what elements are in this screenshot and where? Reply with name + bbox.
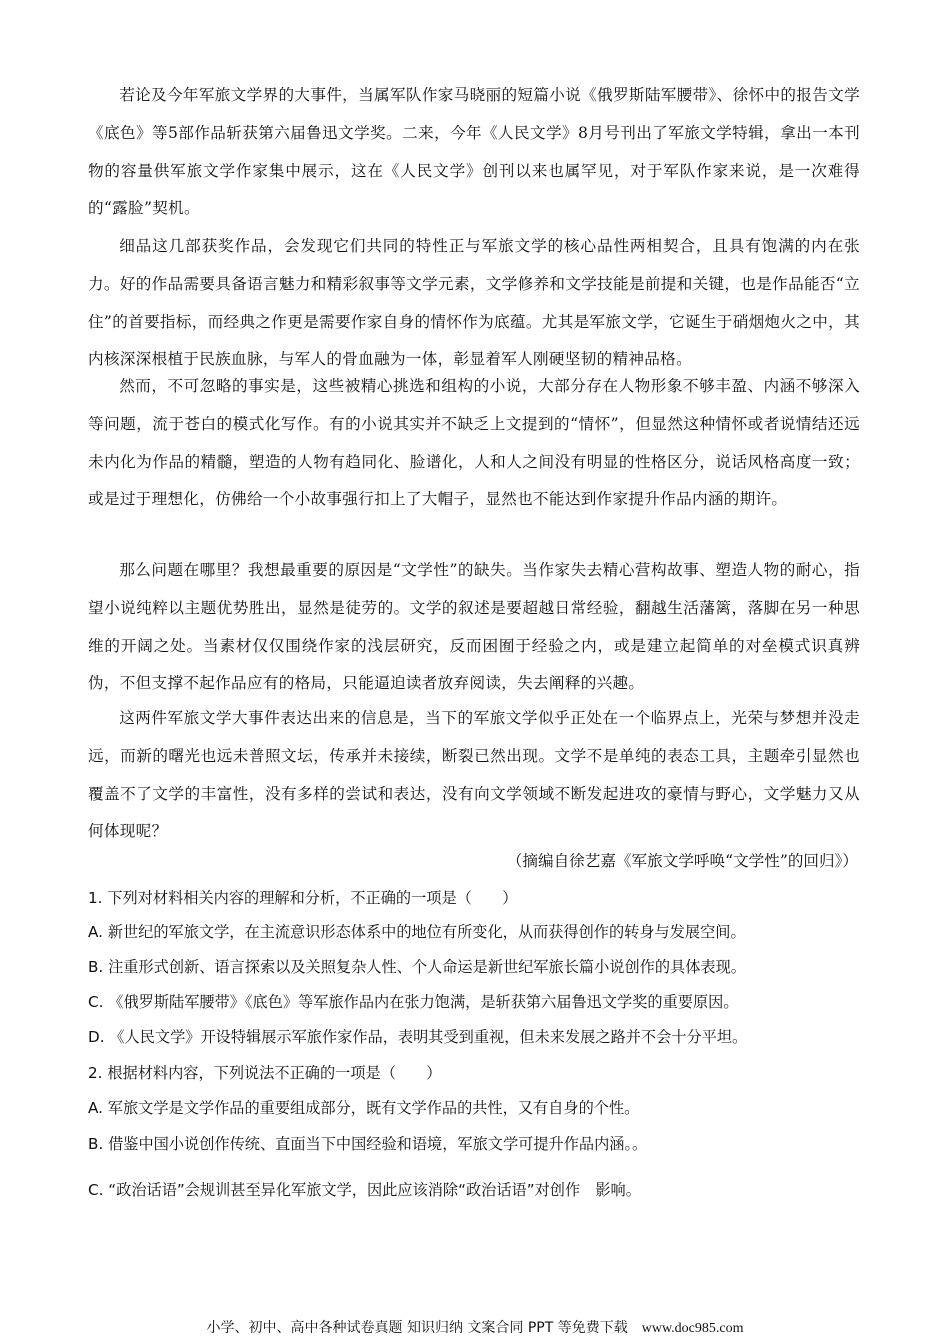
question-1-option-d: D. 《人民文学》开设特辑展示军旅作家作品，表明其受到重视，但未来发展之路并不会十分平坦。 [88, 1028, 748, 1046]
question-2-option-b: B. 借鉴中国小说创作传统、直面当下中国经验和语境，军旅文学可提升作品内涵。。 [88, 1135, 648, 1153]
question-1-option-c: C. 《俄罗斯陆军腰带》《底色》等军旅作品内在张力饱满，是斩获第六届鲁迅文学奖的重要原因。 [88, 993, 739, 1011]
question-2-stem: 2. 根据材料内容，下列说法不正确的一项是（ ） [88, 1064, 442, 1082]
question-1-stem: 1. 下列对材料相关内容的理解和分析，不正确的一项是（ ） [88, 889, 518, 907]
article-paragraph-5: 这两件军旅文学大事件表达出来的信息是，当下的军旅文学似乎正处在一个临界点上，光荣与梦想并没走远，而新的曙光也远未普照文坛，传承并未接续，断裂已然出现。文学不是单纯的表态工具，主题牵引显然也覆盖不了文学的丰富性，没有多样的尝试和表达，没有向文学领域不断发起进攻的豪情与野心，文学魅力又从何体现呢？ [88, 709, 860, 841]
article-paragraph-3: 然而，不可忽略的事实是，这些被精心挑选和组构的小说，大部分存在人物形象不够丰盈、内涵不够深入等问题，流于苍白的模式化写作。有的小说其实并不缺乏上文提到的“情怀”，但显然这种情怀或者说情结还远未内化为作品的精髓，塑造的人物有趋同化、脸谱化，人和人之间没有明显的性格区分，说话风格高度一致；或是过于理想化，仿佛给一个小故事强行扣上了大帽子，显然也不能达到作家提升作品内涵的期许。 [88, 377, 860, 509]
article-source: （摘编自徐艺嘉《军旅文学呼唤“文学性”的回归》） [506, 852, 858, 870]
article-paragraph-2: 细品这几部获奖作品，会发现它们共同的特性正与军旅文学的核心品性两相契合，且具有饱满的内在张力。好的作品需要具备语言魅力和精彩叙事等文学元素，文学修养和文学技能是前提和关键，也是作品能否“立住”的首要指标，而经典之作更是需要作家自身的情怀作为底蕴。尤其是军旅文学，它诞生于硝烟炮火之中，其内核深深根植于民族血脉，与军人的骨血融为一体，彰显着军人刚硬坚韧的精神品格。 [88, 237, 860, 369]
page-footer [0, 1318, 950, 1339]
footer-url[interactable]: www.doc985.com [641, 1321, 744, 1336]
question-1-option-b: B. 注重形式创新、语言探索以及关照复杂人性、个人命运是新世纪军旅长篇小说创作的具体表现。 [88, 958, 746, 976]
question-2-option-a: A. 军旅文学是文学作品的重要组成部分，既有文学作品的共性，又有自身的个性。 [88, 1099, 640, 1117]
footer-text: 小学、初中、高中各种试卷真题 知识归纳 文案合同 PPT 等免费下载 [206, 1320, 628, 1336]
question-1-option-a: A. 新世纪的军旅文学，在主流意识形态体系中的地位有所变化，从而获得创作的转身与发展空间。 [88, 923, 746, 941]
question-2-option-c: C. “政治话语”会规训甚至异化军旅文学，因此应该消除“政治话语”对创作 影响。 [88, 1181, 641, 1199]
article-paragraph-4: 那么问题在哪里？我想最重要的原因是“文学性”的缺失。当作家失去精心营构故事、塑造人物的耐心，指望小说纯粹以主题优势胜出，显然是徒劳的。文学的叙述是要超越日常经验，翻越生活藩篱，落脚在另一种思维的开阔之处。当素材仅仅围绕作家的浅层研究，反而困囿于经验之内，或是建立起简单的对垒模式识真辨伪，不但支撑不起作品应有的格局，只能逼迫读者放弃阅读，失去阐释的兴趣。 [88, 561, 860, 693]
article-paragraph-1: 若论及今年军旅文学界的大事件，当属军队作家马晓丽的短篇小说《俄罗斯陆军腰带》、徐怀中的报告文学《底色》等5部作品斩获第六届鲁迅文学奖。二来，今年《人民文学》8月号刊出了军旅文学特辑，拿出一本刊物的容量供军旅文学作家集中展示，这在《人民文学》创刊以来也属罕见，对于军队作家来说，是一次难得的“露脸”契机。 [88, 86, 860, 218]
